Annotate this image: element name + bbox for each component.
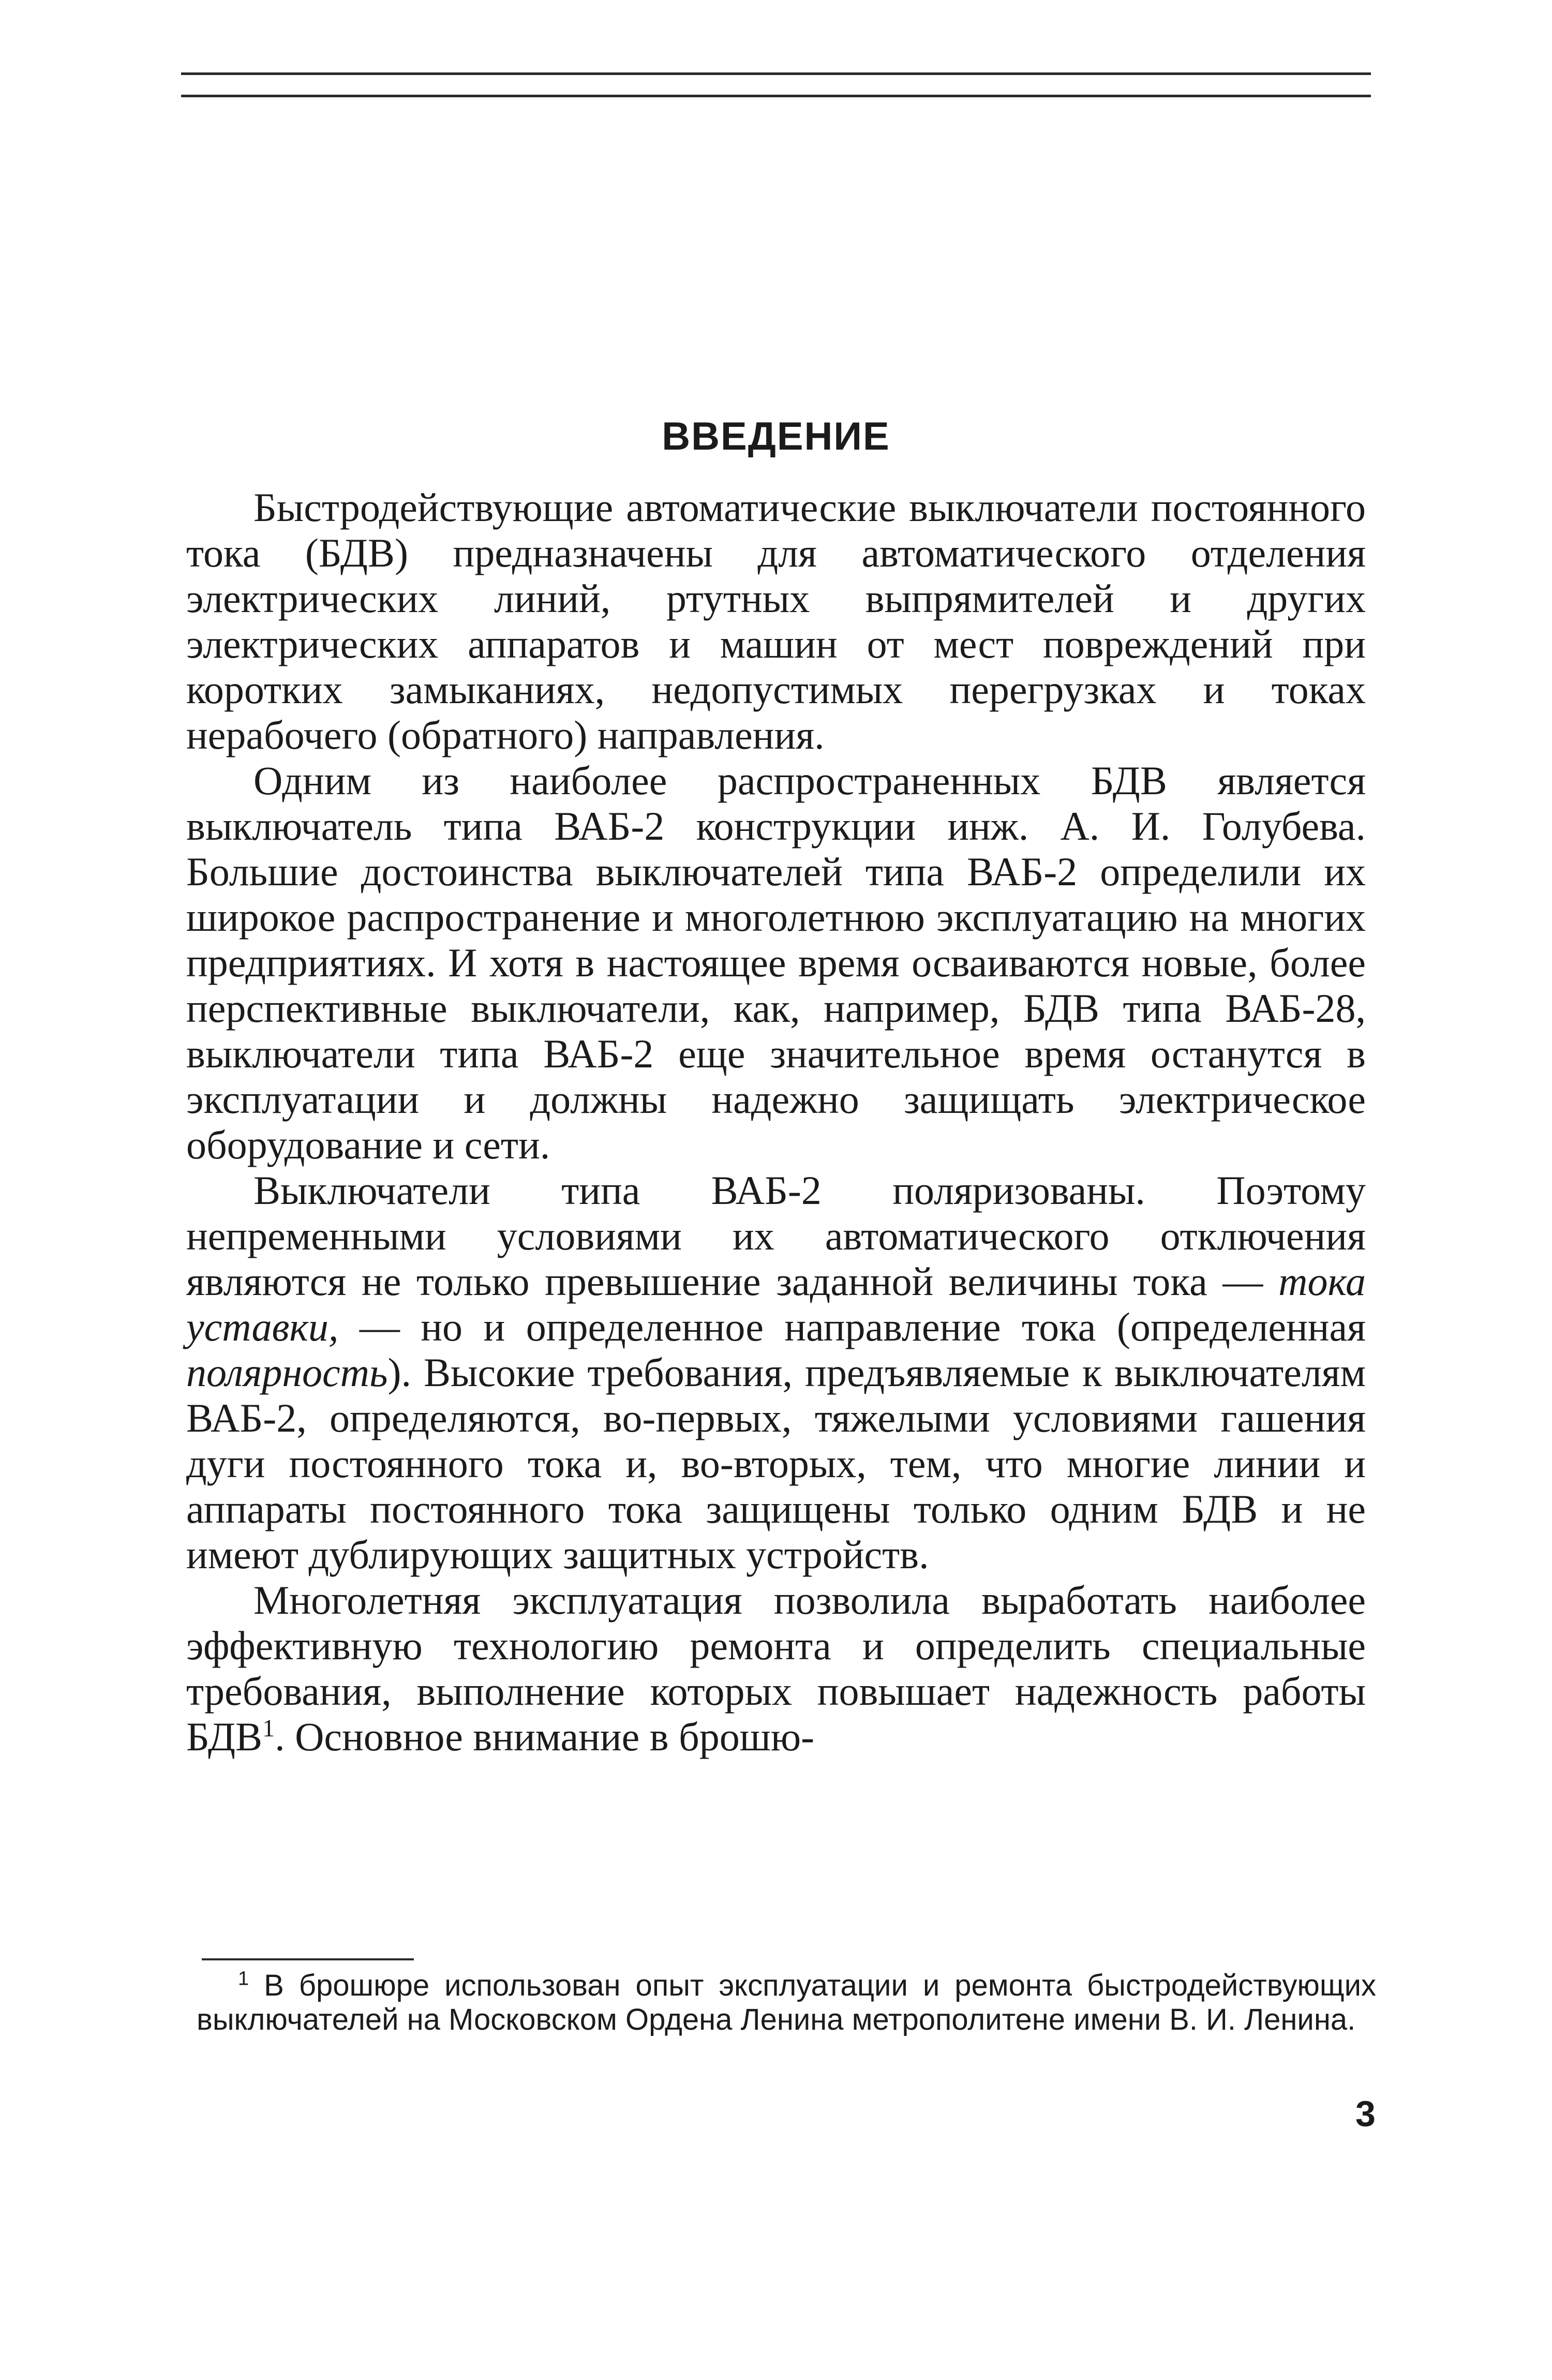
footnote-text: В брошюре использован опыт эксплуатации и ремонта быстродействующих выключателей на Московском Ордена Ленина метрополитене имени В. И. Ленина. [197, 1969, 1376, 2036]
footnote-reference: 1 [262, 1715, 275, 1742]
paragraph-1: Быстродействующие автоматические выключатели постоянного тока (БДВ) предназначены для автоматического отделения электрических линий, ртутных выпрямителей и других электрических аппаратов и машин от мест повреждений при коротких замыканиях, недопустимых перегрузках и токах нерабочего (обратного) направления. [186, 485, 1366, 757]
footnote [197, 1969, 1376, 2037]
term-current-setting: тока уставки, [186, 1259, 1366, 1349]
paragraph-4-text-a: Многолетняя эксплуатация позволила выработать наиболее эффективную технологию ремонта и определить специальные требования, выполнение которых повышает надежность работы БДВ [186, 1578, 1366, 1759]
paragraph-4 [186, 1578, 1366, 1760]
top-rule-lower [181, 95, 1371, 97]
paragraph-4-text-b: . Основное внимание в брошю- [275, 1714, 815, 1759]
paragraph-3-text-a: Выключатели типа ВАБ-2 поляризованы. Поэтому непременными условиями их автоматического отключения являются не только превышение заданной величины тока — [186, 1168, 1366, 1304]
top-rule [181, 72, 1371, 75]
page-content [186, 414, 1366, 1760]
footnote-marker: 1 [238, 1968, 249, 1990]
paragraph-3-text-c: ). Высокие требования, предъявляемые к выключателям ВАБ-2, определяются, во-первых, тяжелыми условиями гашения дуги постоянного тока и, во-вторых, тем, что многие линии и аппараты постоянного тока защищены только одним БДВ и не имеют дублирующих защитных устройств. [186, 1350, 1366, 1577]
paragraph-3-text-b: — но и определенное направление тока (определенная [338, 1304, 1366, 1349]
paragraph-2: Одним из наиболее распространенных БДВ является выключатель типа ВАБ-2 конструкции инж. А. И. Голубева. Большие достоинства выключателей типа ВАБ-2 определили их широкое распространение и многолетнюю эксплуатацию на многих предприятиях. И хотя в настоящее время осваиваются новые, более перспективные выключатели, как, например, БДВ типа ВАБ-28, выключатели типа ВАБ-2 еще значительное время останутся в эксплуатации и должны надежно защищать электрическое оборудование и сети. [186, 758, 1366, 1167]
paragraph-3 [186, 1168, 1366, 1578]
footnote-separator [202, 1958, 414, 1960]
page-number: 3 [1355, 2093, 1376, 2134]
section-heading: ВВЕДЕНИЕ [662, 414, 890, 458]
term-polarity: полярность [186, 1350, 388, 1395]
